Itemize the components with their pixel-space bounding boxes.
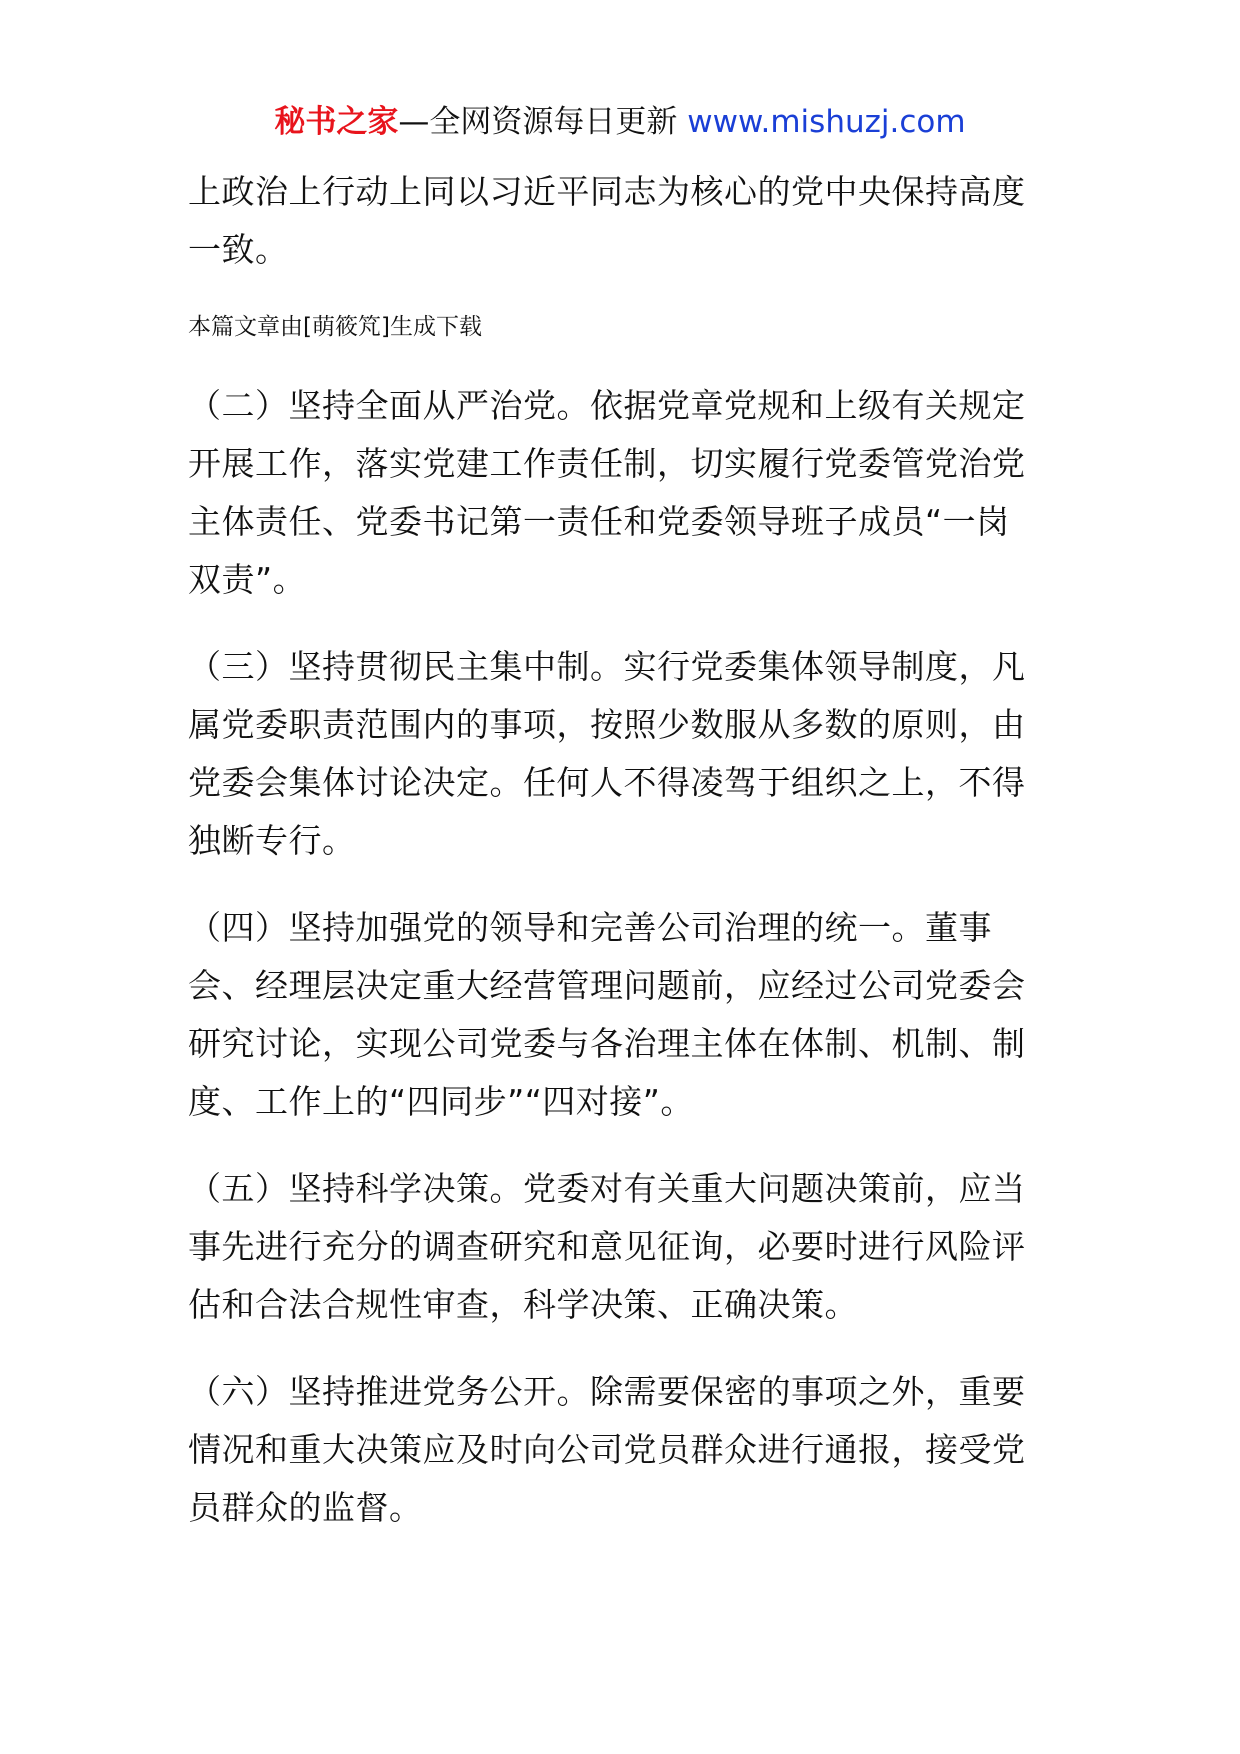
site-url-link[interactable]: www.mishuzj.com — [687, 104, 966, 140]
continuation-paragraph: 上政治上行动上同以习近平同志为核心的党中央保持高度一致。 — [188, 172, 1026, 269]
site-tagline: —全网资源每日更新 — [398, 104, 678, 140]
download-note: 本篇文章由[萌筱竼]生成下载 — [188, 314, 482, 340]
paragraph-3: （三）坚持贯彻民主集中制。实行党委集体领导制度，凡属党委职责范围内的事项，按照少数服从多数的原则，由党委会集体讨论决定。任何人不得凌驾于组织之上，不得独断专行。 — [188, 647, 1026, 860]
paragraph-5: （五）坚持科学决策。党委对有关重大问题决策前，应当事先进行充分的调查研究和意见征询，必要时进行风险评估和合法合规性审查，科学决策、正确决策。 — [188, 1169, 1026, 1324]
paragraph-6: （六）坚持推进党务公开。除需要保密的事项之外，重要情况和重大决策应及时向公司党员群众进行通报，接受党员群众的监督。 — [188, 1372, 1026, 1527]
site-brand: 秘书之家 — [274, 104, 399, 140]
document-body — [188, 163, 1040, 1537]
paragraph-4: （四）坚持加强党的领导和完善公司治理的统一。董事会、经理层决定重大经营管理问题前，应经过公司党委会研究讨论，实现公司党委与各治理主体在体制、机制、制度、工作上的“四同步”“四对接”。 — [188, 908, 1026, 1121]
page-header — [0, 100, 1240, 144]
paragraph-2: （二）坚持全面从严治党。依据党章党规和上级有关规定开展工作，落实党建工作责任制，切实履行党委管党治党主体责任、党委书记第一责任和党委领导班子成员“一岗双责”。 — [188, 386, 1026, 599]
